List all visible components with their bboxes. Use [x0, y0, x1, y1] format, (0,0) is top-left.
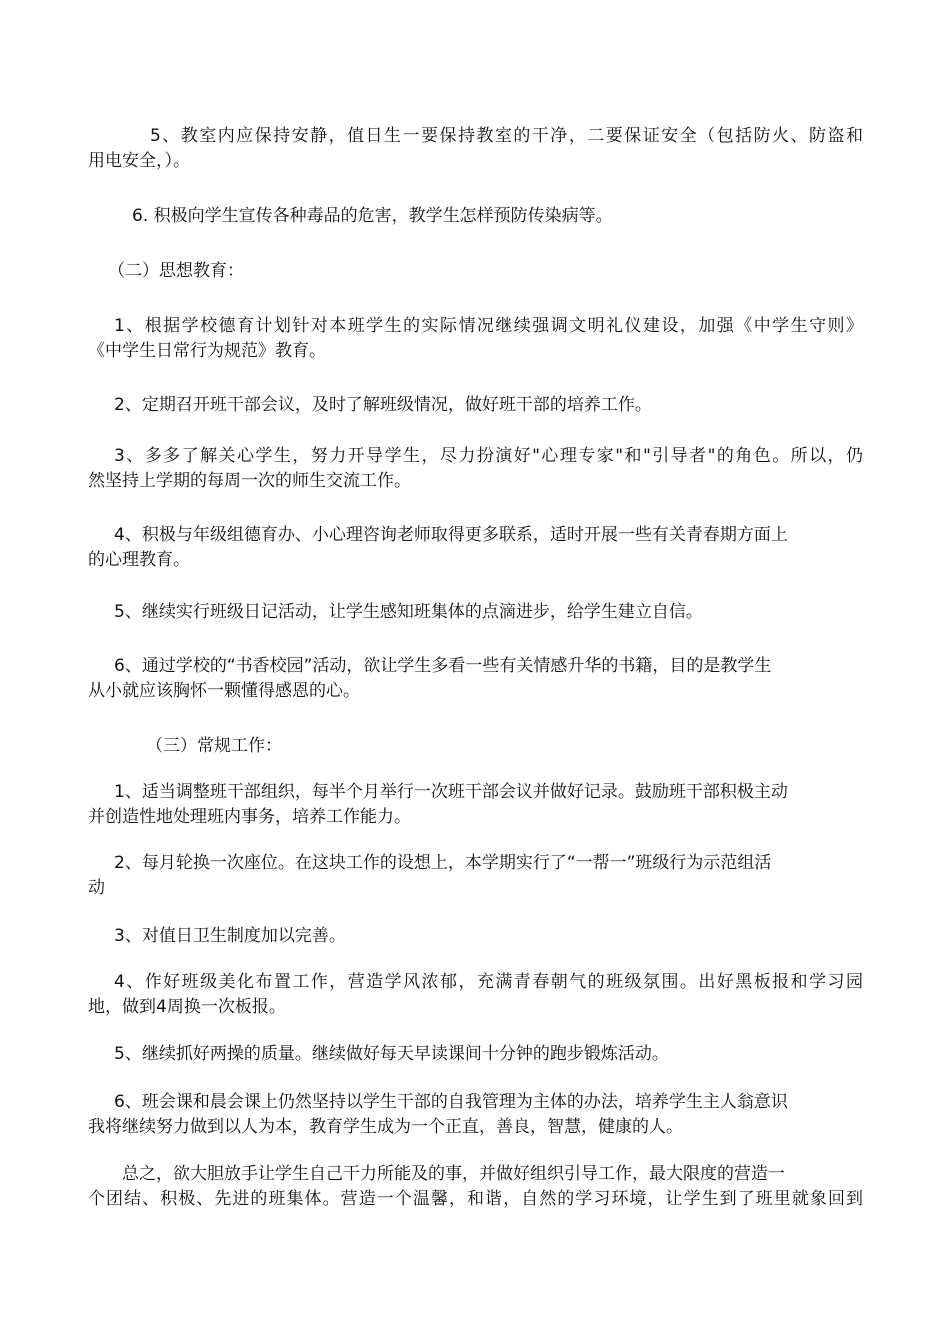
paragraph-seat-rotation [88, 851, 863, 901]
text-line: 的心理教育。 [88, 550, 190, 570]
text-line: 2、每月轮换一次座位。在这块工作的设想上，本学期实行了“一帮一”班级行为示范组活 [114, 853, 772, 873]
paragraph-psychology-education [88, 523, 863, 573]
paragraph-duty-hygiene [88, 924, 863, 949]
paragraph-adjust-cadres [88, 780, 863, 830]
text-line: 总之，欲大胆放手让学生自己干力所能及的事，并做好组织引导工作，最大限度的营造一 [122, 1164, 785, 1184]
paragraph-exercise-quality [88, 1042, 863, 1067]
text-line: 5、继续实行班级日记活动，让学生感知班集体的点滴进步，给学生建立自信。 [114, 602, 703, 622]
paragraph-class-cadre-meetings [88, 393, 863, 418]
text-line: 然坚持上学期的每周一次的师生交流工作。 [88, 471, 411, 491]
paragraph-class-decoration [88, 970, 863, 1020]
text-line: 5、继续抓好两操的质量。继续做好每天早读课间十分钟的跑步锻炼活动。 [114, 1044, 669, 1064]
section-heading-ideological-education [88, 259, 863, 284]
text-line: 4、积极与年级组德育办、小心理咨询老师取得更多联系，适时开展一些有关青春期方面上 [114, 525, 788, 545]
paragraph-classroom-rules [88, 124, 863, 174]
section-heading-routine-work [88, 734, 863, 759]
text-line: 6. 积极向学生宣传各种毒品的危害，教学生怎样预防传染病等。 [132, 206, 613, 226]
text-line: 用电安全，）。 [88, 151, 190, 171]
text-line: 个团结、积极、先进的班集体。营造一个温馨，和谐，自然的学习环境，让学生到了班里就象回到 [88, 1189, 865, 1209]
text-line: 《中学生日常行为规范》教育。 [88, 341, 326, 361]
text-line: 我将继续努力做到以人为本，教育学生成为一个正直，善良，智慧，健康的人。 [88, 1117, 683, 1137]
paragraph-class-diary [88, 600, 863, 625]
paragraph-etiquette [88, 314, 863, 364]
text-line: 3、对值日卫生制度加以完善。 [114, 926, 346, 946]
text-line: 1、适当调整班干部组织，每半个月举行一次班干部会议并做好记录。鼓励班干部积极主动 [114, 782, 788, 802]
text-line: 地，做到4周换一次板报。 [88, 997, 286, 1017]
paragraph-class-meetings [88, 1090, 863, 1140]
text-line: 从小就应该胸怀一颗懂得感恩的心。 [88, 681, 360, 701]
text-line: 4、作好班级美化布置工作，营造学风浓郁，充满青春朝气的班级氛围。出好黑板报和学习园 [114, 972, 865, 992]
text-line: （二）思想教育： [108, 261, 244, 281]
text-line: 6、班会课和晨会课上仍然坚持以学生干部的自我管理为主体的办法，培养学生主人翁意识 [114, 1092, 788, 1112]
paragraph-summary [88, 1162, 863, 1212]
text-line: 3、多多了解关心学生，努力开导学生，尽力扮演好"心理专家"和"引导者"的角色。所以，仍 [114, 446, 865, 466]
paragraph-reading-campus [88, 654, 863, 704]
text-line: 5、教室内应保持安静，值日生一要保持教室的干净，二要保证安全（包括防火、防盗和 [150, 126, 865, 146]
paragraph-caring-students [88, 444, 863, 494]
text-line: 6、通过学校的“书香校园”活动，欲让学生多看一些有关情感升华的书籍，目的是教学生 [114, 656, 772, 676]
text-line: 动 [88, 878, 105, 898]
paragraph-drug-education [88, 204, 863, 229]
text-line: 2、定期召开班干部会议，及时了解班级情况，做好班干部的培养工作。 [114, 395, 652, 415]
text-line: 并创造性地处理班内事务，培养工作能力。 [88, 807, 411, 827]
text-line: （三）常规工作： [146, 736, 282, 756]
text-line: 1、根据学校德育计划针对本班学生的实际情况继续强调文明礼仪建设，加强《中学生守则》 [114, 316, 865, 336]
